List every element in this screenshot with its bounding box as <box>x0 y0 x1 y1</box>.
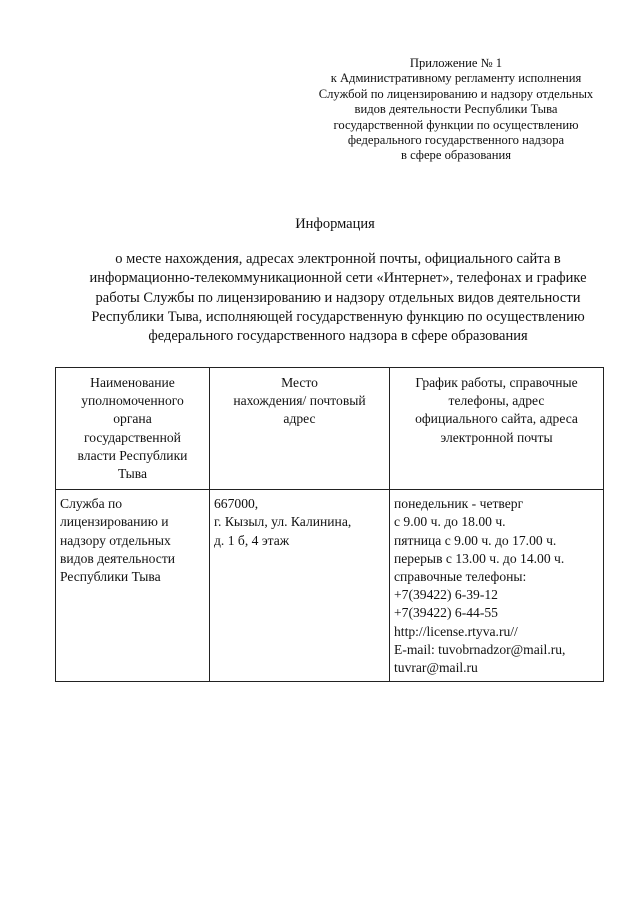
info-table <box>55 367 604 682</box>
header-line: уполномоченного <box>81 393 184 409</box>
schedule-friday: пятница с 9.00 ч. до 17.00 ч. <box>394 532 557 548</box>
header-line: государственной <box>84 429 181 445</box>
cell-line: 667000, <box>214 496 259 512</box>
phone-number: +7(39422) 6-44-55 <box>394 605 498 621</box>
header-line: органа <box>113 411 152 427</box>
cell-address <box>210 490 390 682</box>
appendix-line: в сфере образования <box>400 148 512 163</box>
phone-number: +7(39422) 6-39-12 <box>394 587 498 603</box>
document-title: Информация <box>295 216 375 232</box>
subtitle-line: Республики Тыва, исполняющей государственную функцию по осуществлению <box>91 308 585 325</box>
header-line: Наименование <box>90 375 175 390</box>
appendix-line: видов деятельности Республики Тыва <box>354 102 558 117</box>
document-subtitle <box>60 250 616 346</box>
appendix-line: государственной функции по осуществлению <box>333 117 579 132</box>
cell-line: г. Кызыл, ул. Калинина, <box>214 514 352 530</box>
cell-line: Служба по <box>60 496 123 512</box>
header-line: телефоны, адрес <box>448 393 545 409</box>
cell-organ <box>56 490 210 682</box>
cell-line: Республики Тыва <box>60 569 161 585</box>
header-line: Тыва <box>117 466 148 482</box>
subtitle-line: федерального государственного надзора в сфере образования <box>148 328 528 345</box>
cell-line: д. 1 б, 4 этаж <box>214 532 290 548</box>
subtitle-line: информационно-телекоммуникационной сети «Интернет», телефонах и графике <box>89 270 587 287</box>
schedule-hours: с 9.00 ч. до 18.00 ч. <box>394 514 506 530</box>
appendix-block <box>300 56 612 164</box>
website-link: http://license.rtyva.ru// <box>394 623 518 639</box>
table-row <box>56 490 604 682</box>
appendix-line: Службой по лицензированию и надзору отдельных <box>318 86 594 101</box>
header-location <box>210 368 390 490</box>
cell-line: лицензированию и <box>60 514 169 530</box>
subtitle-line: работы Службы по лицензированию и надзору отдельных видов деятельности <box>95 289 581 306</box>
header-organ <box>56 368 210 490</box>
cell-line: надзору отдельных <box>60 532 171 548</box>
header-line: адрес <box>283 411 316 427</box>
email-address: tuvrar@mail.ru <box>394 660 478 676</box>
schedule-days: понедельник - четверг <box>394 496 524 512</box>
header-line: электронной почты <box>440 429 553 445</box>
table-header-row <box>56 368 604 490</box>
appendix-line: федерального государственного надзора <box>347 133 565 148</box>
appendix-line: Приложение № 1 <box>409 56 503 70</box>
cell-schedule <box>390 490 604 682</box>
cell-line: видов деятельности <box>60 550 176 566</box>
header-line: власти Республики <box>77 447 188 463</box>
email-address: E-mail: tuvobrnadzor@mail.ru, <box>394 641 566 657</box>
header-line: Место <box>281 375 318 390</box>
header-schedule <box>390 368 604 490</box>
appendix-line: к Административному регламенту исполнения <box>330 71 582 86</box>
header-line: нахождения/ почтовый <box>233 393 366 409</box>
header-line: официального сайта, адреса <box>415 411 578 427</box>
schedule-break: перерыв с 13.00 ч. до 14.00 ч. <box>394 550 565 566</box>
phones-label: справочные телефоны: <box>394 569 527 585</box>
header-line: График работы, справочные <box>415 375 578 390</box>
subtitle-line: о месте нахождения, адресах электронной почты, официального сайта в <box>115 251 561 267</box>
